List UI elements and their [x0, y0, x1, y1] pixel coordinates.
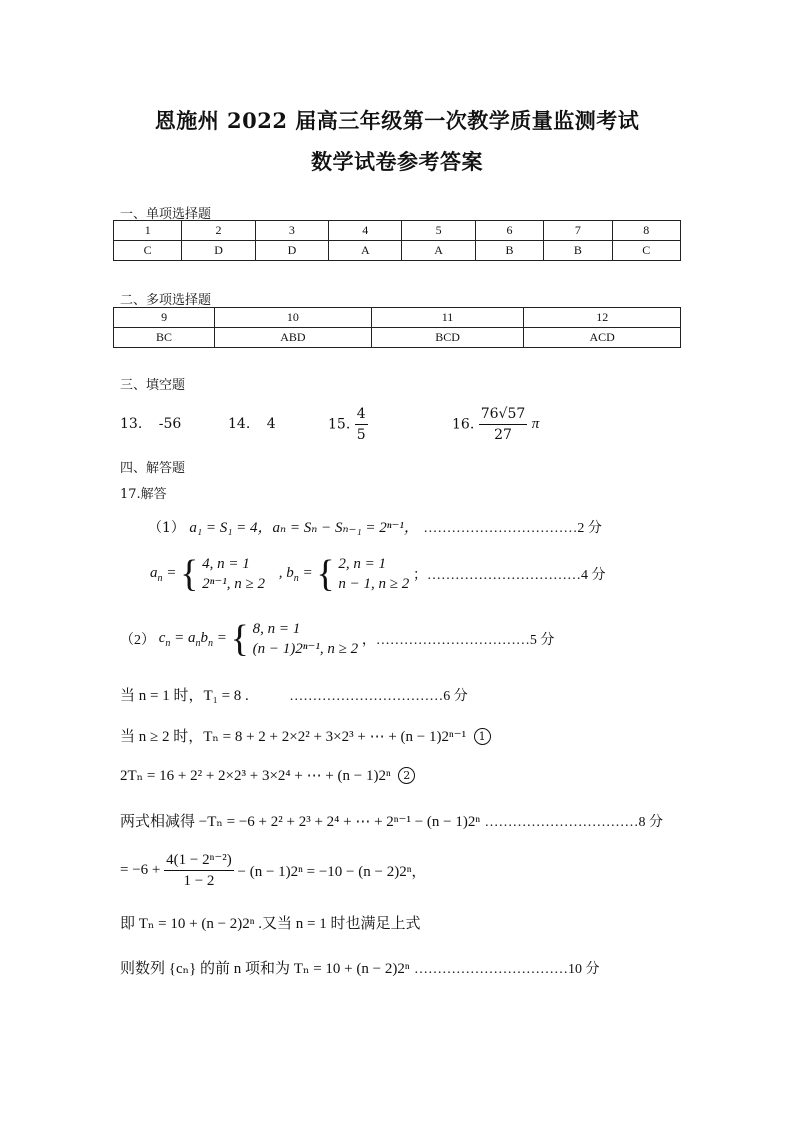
q16-denominator: 27 [494, 427, 512, 443]
q15-denominator: 5 [356, 427, 366, 443]
table-cell: C [612, 241, 680, 261]
table-row [114, 328, 681, 348]
line-final [120, 957, 600, 978]
q16-fraction [479, 404, 528, 445]
table-cell: BCD [371, 328, 524, 348]
table-row [114, 308, 681, 328]
section-heading-solutions: 四、解答题 [120, 461, 186, 476]
table-cell: ACD [524, 328, 681, 348]
table-cell: 3 [255, 221, 328, 241]
table-row [114, 221, 681, 241]
single-choice-table [113, 220, 681, 261]
table-cell: 11 [371, 308, 524, 328]
q14-answer: 4 [266, 416, 276, 432]
table-cell: 8 [612, 221, 680, 241]
table-row [114, 241, 681, 261]
table-cell: B [544, 241, 612, 261]
line-2tn-text: 2Tₙ = 16 + 2² + 2×2³ + 3×2⁴ + ⋯ + (n − 1)2ⁿ [120, 768, 391, 784]
table-cell: 10 [215, 308, 372, 328]
q14-label: 14. [228, 416, 251, 432]
step3-score: ，……………………………5 分 [361, 633, 555, 648]
piecewise-an-bn: $a_n$ = { 4, n = 1 2ⁿ⁻¹, n ≥ 2 , $b_n$ = { 2, n = 1 n − 1, n ≥ 2 ；……………………………4 分 [150, 553, 606, 595]
line-frac-post: − (n − 1)2ⁿ = −10 − (n − 2)2ⁿ， [237, 864, 427, 880]
line-frac-numerator: 4(1 − 2ⁿ⁻²) [164, 850, 234, 871]
q16-pi: π [531, 416, 540, 432]
solution-step-1 [148, 516, 602, 537]
table-cell: 5 [402, 221, 475, 241]
q14 [228, 416, 276, 432]
q13-label: 13. [120, 416, 143, 432]
line-tn-text: 即 Tₙ = 10 + (n − 2)2ⁿ .又当 n = 1 时也满足上式 [120, 916, 421, 932]
q16-numerator: 76√57 [479, 404, 528, 425]
line-frac-denominator: 1 − 2 [183, 873, 215, 889]
table-cell: 9 [114, 308, 215, 328]
table-cell: 2 [182, 221, 255, 241]
q13-answer: -56 [158, 416, 182, 432]
circled-mark-2: 2 [398, 767, 415, 784]
line-2tn [120, 766, 415, 785]
bn-case-2: n − 1, n ≥ 2 [338, 576, 410, 592]
cn-case-1: 8, n = 1 [252, 621, 301, 637]
q15-numerator: 4 [355, 404, 368, 425]
table-cell: 4 [329, 221, 402, 241]
section-heading-fill-blank: 三、填空题 [120, 378, 186, 393]
line-n2-text: 当 n ≥ 2 时，Tₙ = 8 + 2 + 2×2² + 3×2³ + ⋯ + (n − 1)2ⁿ⁻¹ [120, 729, 467, 745]
q13 [120, 416, 181, 432]
table-cell: 7 [544, 221, 612, 241]
bn-cases [338, 554, 409, 594]
page-subtitle: 数学试卷参考答案 [311, 149, 483, 174]
multi-choice-table [113, 307, 681, 348]
table-cell: 6 [475, 221, 543, 241]
section-heading-single-choice: 一、单项选择题 [120, 207, 212, 222]
table-cell: 12 [524, 308, 681, 328]
table-cell: D [255, 241, 328, 261]
an-case-1: 4, n = 1 [202, 556, 250, 572]
an-case-2: 2ⁿ⁻¹, n ≥ 2 [202, 576, 265, 592]
line-fraction-expr [164, 850, 234, 891]
section-heading-multi-choice: 二、多项选择题 [120, 293, 212, 308]
line-sub-text: 两式相减得 −Tₙ = −6 + 2² + 2³ + 2⁴ + ⋯ + 2ⁿ⁻¹ − (n − 1)2ⁿ [120, 814, 481, 830]
table-cell: 1 [114, 221, 182, 241]
q15-label: 15. [328, 416, 351, 433]
line-fraction [120, 850, 426, 891]
line-subtract [120, 810, 663, 831]
step1-label: （1） [148, 520, 185, 536]
table-cell: D [182, 241, 255, 261]
line-final-score: ……………………………10 分 [414, 962, 600, 977]
step1-score: ……………………………2 分 [423, 521, 602, 536]
circled-mark-1: 1 [474, 728, 491, 745]
piecewise-cn: （2） $c_n = a_nb_n$ = { 8, n = 1 (n − 1)2ⁿ⁻¹, n ≥ 2 ，……………………………5 分 [120, 618, 555, 660]
step1-math: a₁ = S₁ = 4，aₙ = Sₙ − Sₙ₋₁ = 2ⁿ⁻¹， [189, 520, 419, 536]
line-n1-text: 当 n = 1 时，T₁ = 8 . [120, 688, 249, 704]
line-n-ge-2 [120, 725, 491, 746]
cn-case-2: (n − 1)2ⁿ⁻¹, n ≥ 2 [252, 641, 359, 657]
line-n-equals-1 [120, 684, 468, 705]
table-cell: A [402, 241, 475, 261]
line-tn-result [120, 912, 420, 933]
line-n1-score: ……………………………6 分 [289, 689, 468, 704]
table-cell: ABD [215, 328, 372, 348]
q15-fraction [355, 404, 368, 445]
cn-cases [253, 619, 358, 659]
q16-label: 16. [452, 416, 475, 433]
line-frac-pre: = −6 + [120, 862, 161, 878]
table-cell: A [329, 241, 402, 261]
an-cases [202, 554, 265, 594]
q17-label: 17.解答 [120, 487, 167, 502]
q15 [328, 404, 368, 445]
bn-case-1: 2, n = 1 [338, 556, 386, 572]
table-cell: B [475, 241, 543, 261]
table-cell: BC [114, 328, 215, 348]
q16 [452, 404, 539, 445]
step3-label: （2） [120, 633, 155, 648]
page-title: 恩施州 2022 届高三年级第一次教学质量监测考试 [154, 108, 640, 133]
line-final-text: 则数列 {cₙ} 的前 n 项和为 Tₙ = 10 + (n − 2)2ⁿ [120, 961, 410, 977]
line-sub-score: ……………………………8 分 [484, 815, 664, 830]
table-cell: C [114, 241, 182, 261]
step2-score: ；……………………………4 分 [412, 568, 606, 583]
